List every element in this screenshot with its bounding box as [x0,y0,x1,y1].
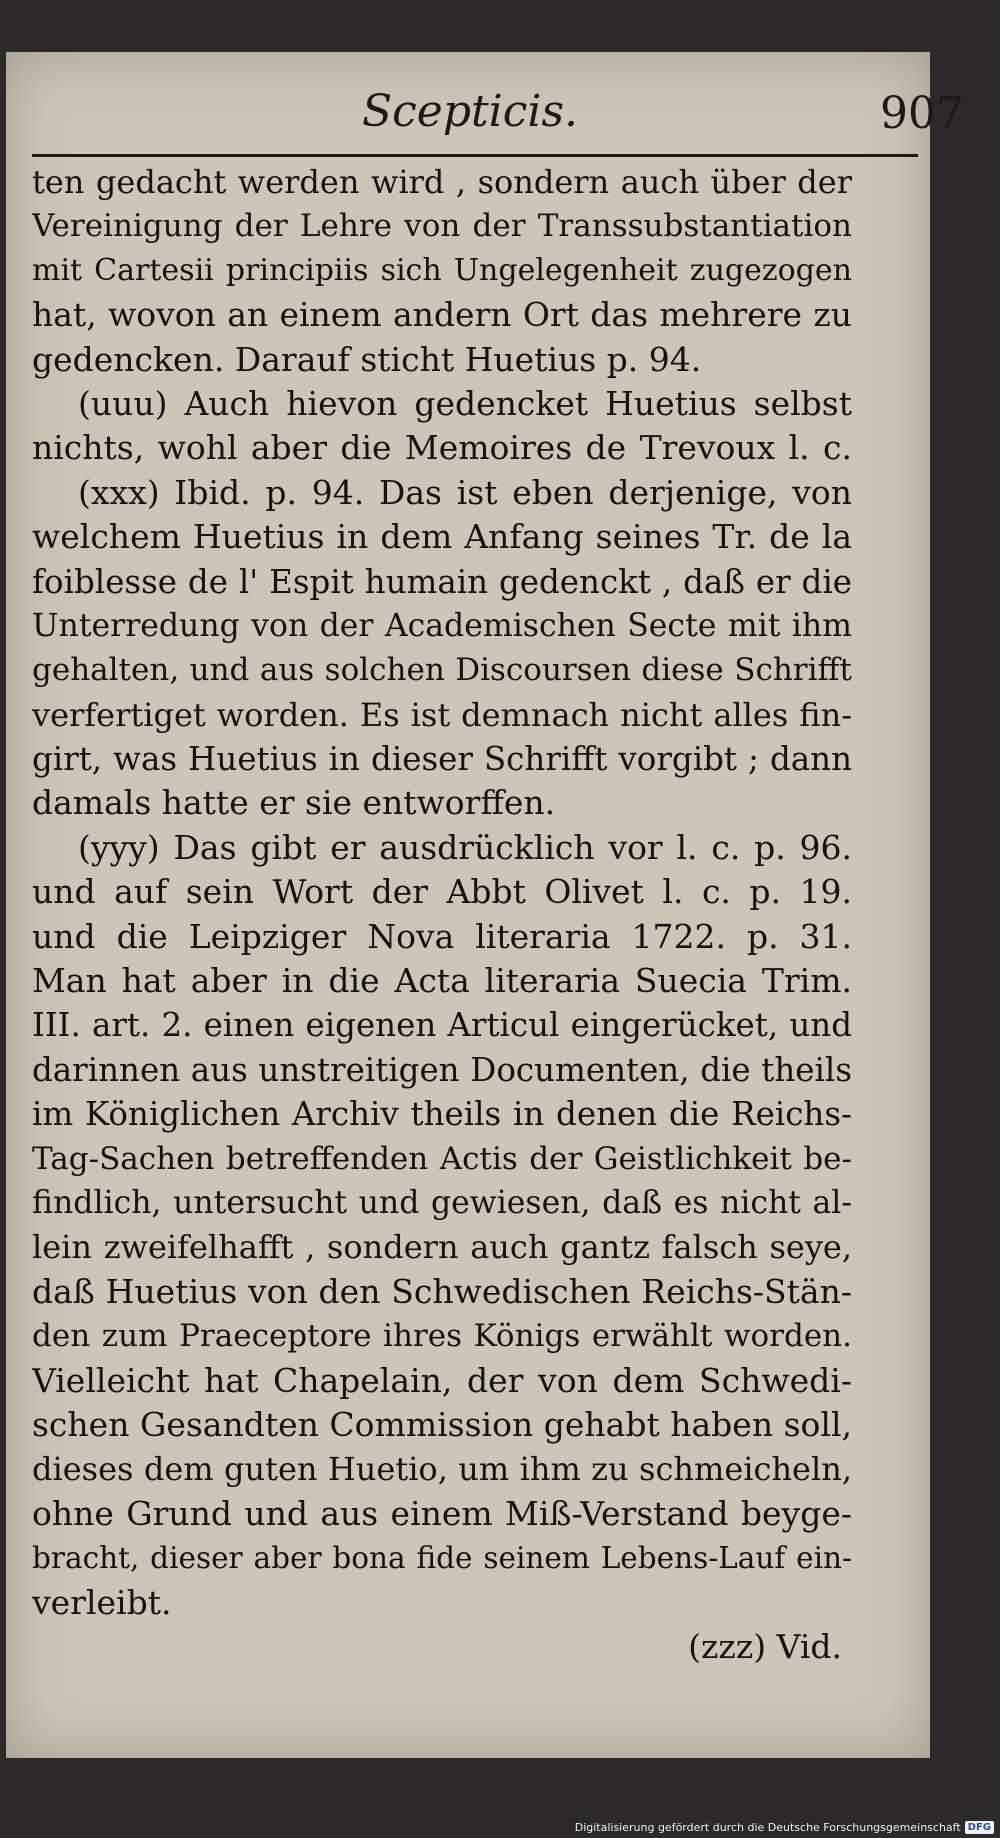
text-line: damals hatte er sie entworffen. [32,783,556,823]
text-line: Tag-Sachen betreffenden Actis der Geistlichkeit be- [32,1140,852,1177]
text-line: (yyy) Das gibt er ausdrücklich vor l. c. p. 96. [78,827,852,867]
text-line: gedencken. Darauf sticht Huetius p. 94. [32,339,702,379]
text-line: (uuu) Auch hievon gedencket Huetius selbst [78,383,852,423]
text-line: den zum Praeceptore ihres Königs erwählt worden. [32,1318,852,1355]
text-line: III. art. 2. einen eigenen Articul eingerücket, und [32,1006,852,1045]
text-line: mit Cartesii principiis sich Ungelegenheit zugezogen [32,252,852,288]
digitization-credit [575,1821,994,1834]
header-rule [32,154,918,157]
text-line: dieses dem guten Huetio, um ihm zu schmeicheln, [32,1450,852,1489]
text-line: im Königlichen Archiv theils in denen die Reichs- [32,1095,852,1134]
text-line: darinnen aus unstreitigen Documenten, die theils [32,1050,852,1089]
text-line: (xxx) Ibid. p. 94. Das ist eben derjenige, von [78,472,852,512]
dfg-logo-icon: DFG [965,1821,994,1834]
text-line: welchem Huetius in dem Anfang seines Tr. de la [32,517,852,557]
running-title: Scepticis. [362,86,579,137]
page-header [32,86,964,156]
text-line: und die Leipziger Nova literaria 1722. p. 31. [32,916,852,956]
text-line: daß Huetius von den Schwedischen Reichs-Stän- [32,1271,852,1311]
text-line: Vielleicht hat Chapelain, der von dem Schwedi- [32,1360,852,1400]
text-line: schen Gesandten Commission gehabt haben soll, [32,1404,852,1444]
page-number: 907 [880,88,964,139]
text-line: findlich, untersucht und gewiesen, daß es nicht al- [32,1184,852,1221]
text-line: und auf sein Wort der Abbt Olivet l. c. p. 19. [32,872,852,912]
text-line: hat, wovon an einem andern Ort das mehrere zu [32,295,852,335]
text-line: verfertiget worden. Es ist demnach nicht alles fin- [32,695,852,734]
text-line: gehalten, und aus solchen Discoursen diese Schrifft [32,652,852,689]
text-line: ten gedacht werden wird , sondern auch über der [32,163,852,201]
text-line: lein zweifelhafft , sondern auch gantz falsch seye, [32,1228,852,1267]
text-line: girt, was Huetius in dieser Schrifft vorgibt ; dann [32,740,852,779]
text-line: Man hat aber in die Acta literaria Suecia Trim. [32,961,852,1001]
text-line: (zzz) Vid. [688,1626,842,1666]
text-line: Vereinigung der Lehre von der Transsubstantiation [32,208,852,245]
credit-text: Digitalisierung gefördert durch die Deutsche Forschungsgemeinschaft [574,1821,961,1834]
page-body-text [32,160,852,1669]
text-line: ohne Grund und aus einem Miß-Verstand beyge- [32,1493,852,1533]
text-line: foiblesse de l' Espit humain gedenckt , daß er die [32,562,852,601]
text-line: bracht, dieser aber bona fide seinem Lebens-Lauf ein- [32,1541,852,1576]
text-line: nichts, wohl aber die Memoires de Trevoux l. c. [32,428,852,468]
text-line: Unterredung von der Academischen Secte mit ihm [32,607,852,644]
text-line: verleibt. [32,1582,172,1622]
